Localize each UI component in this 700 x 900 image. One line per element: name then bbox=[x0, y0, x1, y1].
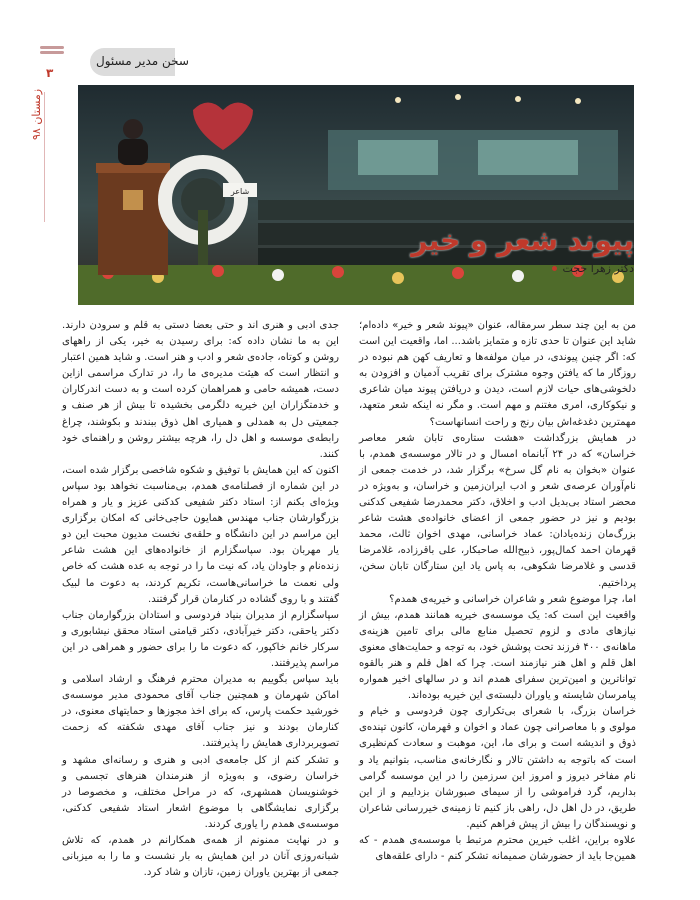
paragraph: سپاسگزارم از مدیران بنیاد فردوسی و استادان بزرگوارمان جناب دکتر یاحقی، دکتر خیرآبادی، دکتر قیامتی استاد محقق نیشابوری و سرکار خانم خاکپور، که دعوت ما را برای حضور و همراهی در این مراسم پذیرفتند. bbox=[62, 609, 339, 669]
paragraph: و تشکر کنم از کل جامعه‌ی ادبی و هنری و رسانه‌ای مشهد و خراسان رضوی، و به‌ویژه از هنرمندان هنرهای تجسمی و خوشنویسان همشهری، که در مراحل مختلف، و مخصوصا در برگزاری نمایشگاهی با موضوع اشعار استاد شفیعی کدکنی، موسسه‌ی همدم را یاوری کردند. bbox=[62, 754, 339, 830]
paragraph: جدی ادبی و هنری اند و حتی بعضا دستی به قلم و سرودن دارند. این به ما نشان داده که: برای رسیدن به خیر، یکی از راههای روشن و کوتاه، جاده‌ی شعر و ادب و هنر است. و شاید همین اعتبار و انتظار است که هیئت مدیره‌ی ما را، در تدارک مراسمی ازاین دست، همیشه حامی و همراهمان کرده است و به دست اندرکاران و خدمتگزاران این خیریه دلگرمی بخشیده تا بیش از هر صنف و جمعیتی دل به همدلی و همیاری اهل ذوق ببندند و بکوشند، چراغ رابطه‌ی موسسه و اهل دل را، هرچه بیشتر روشن و راهنمای خود کنند. bbox=[62, 320, 339, 460]
paragraph: اما، چرا موضوع شعر و شاعران خراسانی و خیریه‌ی همدم؟ bbox=[389, 593, 636, 605]
section-label: سخن مدیر مسئول bbox=[96, 54, 189, 68]
paragraph: و در نهایت ممنونم از همه‌ی همکارانم در همدم، که تلاش شبانه‌روزی آنان در این همایش به بار نشست و ما را به میزبانی جمعی از بهترین یاوران زمین، تازان و شاد کرد. bbox=[62, 835, 339, 879]
vertical-divider bbox=[44, 92, 45, 222]
page-number: ۳ bbox=[46, 66, 54, 80]
article-title: پیوند شعر و خیر bbox=[411, 224, 634, 257]
paragraph: در همایش بزرگداشت «هشت ستاره‌ی تابان شعر معاصر خراسان» که در ۲۴ آبانماه امسال و در تالار موسسه‌ی همدم، با عنوان «بخوان به نام گل سرخ» برگزار شد، در خدمت جمعی از نام‌آوران عرصه‌ی شعر و ادب ایران‌زمین و خراسان، و به‌ویژه در محضر استاد بی‌بدیل ادب و اخلاق، دکتر محمدرضا شفیعی کدکنی بودیم و نیز در حضور جمعی از اعضای خانواده‌ی هشت شاعر بزرگ‌مان زنده‌یادان: عماد خراسانی، مهدی اخوان ثالث، محمد قهرمان احمد کمال‌پور، ذبیح‌الله صاحبکار، علی باقرزاده، غلامرضا قدسی و غلامرضا شکوهی، به پاس یاد این ستارگان تابان سخن، پرداختیم. bbox=[359, 432, 636, 589]
paragraph: اکنون که این همایش با توفیق و شکوه شاخصی برگزار شده است، در این شماره از فصلنامه‌ی همدم، بی‌مناسبت نخواهد بود سپاس ویژه‌ای بکنم از: استاد دکتر شفیعی کدکنی عزیز و یار و همراه بزرگوارشان جناب مهندس همایون حاجی‌خانی که امکان برگزاری این مراسم در این دانشگاه و حلقه‌ی نخست مدیون محبت این دو یار مهربان بود. سپاسگزارم از خانواده‌های این هشت شاعر زنده‌نام و جاودان یاد، که نیت ما را در توجه به عده هشت که خاص ولی نعمت ما خراسانی‌هاست، تکریم کردند، به دعوت ما لبیک گفتند و با روی گشاده در کنارمان قرار گرفتند. bbox=[62, 464, 339, 605]
paragraph: علاوه براین، اغلب خیرین محترم مرتبط با موسسه‌ی همدم - که همین‌جا باید از حضورشان صمیمانه تشکر کنم - دارای علقه‌های bbox=[359, 835, 636, 863]
article-column-right bbox=[359, 318, 636, 865]
article-column-left bbox=[62, 318, 339, 881]
paragraph: من به این چند سطر سرمقاله، عنوان «پیوند شعر و خیر» داده‌ام؛ شاید این عنوان تا حدی تازه و متمایز باشد... اما، واقعیت این است که: اگر چنین پیوندی، در میان مولفه‌ها و تعاریف کهن هم نبوده در روزگار ما که یافتن وجوه مشترک برای تقریب آدمیان و افزودن به دلخوشی‌های حیات لازم است، دیدن و دریافتن پیوند میان شاعری و نیکوکاری، امری مغتنم و مهم است. و مگر نه اینکه شعر متعهد، مهمترین دغدغه‌اش بیان رنج و راحت انسانهاست؟ bbox=[359, 320, 636, 428]
paragraph: واقعیت این است که: یک موسسه‌ی خیریه همانند همدم، بیش از نیازهای مادی و لزوم تحصیل منابع مالی برای تامین هزینه‌ی ماهانه‌ی ۴۰۰ فرزند تحت پوشش خود، به توجه و حمایت‌های معنوی اهل قلم و اهل هنر نیازمند است. چرا که اهل قلم و هنر بالقوه توانا‌ترین و امین‌ترین سفرای همدم اند و در سالهای اخیر همواره پیامرسان شایسته و یاوران دلبسته‌ی این خیریه بوده‌اند. bbox=[359, 609, 636, 702]
author-line bbox=[552, 262, 634, 275]
photo-banner-sign: شاعر bbox=[230, 187, 250, 196]
issue-label: زمستان ۹۸ bbox=[30, 88, 43, 140]
magazine-logo-icon bbox=[40, 46, 64, 62]
paragraph: خراسان بزرگ، با شعرای بی‌تکراری چون فردوسی و خیام و مولوی و با معاصرانی چون عماد و اخوان و قهرمان، کانون تپنده‌ی ذوق و اندیشه است و برای ما، این، موهبت و سعادت کم‌نظیری است که باتوجه به داشتن تالار و نگارخانه‌ی مناسب، بتوانیم یاد و نام مفاخر دیروز و امروز این سرزمین را در این موسسه گرامی بداریم، گرد فراموشی را از سیمای صبورشان بزداییم و از این طریق، در دل اهل دل، راهی باز کنیم تا زمینه‌ی خیررسانی شاعران و نویسندگان را بیش از پیش فراهم کنیم. bbox=[359, 706, 636, 830]
bullet-icon bbox=[552, 266, 557, 271]
paragraph: باید سپاس بگوییم به مدیران محترم فرهنگ و ارشاد اسلامی و اماکن شهرمان و همچنین جناب آقای محمودی مدیر موسسه‌ی خورشید حکمت پارس، که برای اخذ مجوزها و حمایتهای معنوی، در کنارمان بودند و نیز جناب آقای مهدی شکفته که زحمت تصویربرداری همایش را پذیرفتند. bbox=[62, 674, 339, 750]
author-name: دکتر زهرا حجت bbox=[562, 262, 634, 275]
